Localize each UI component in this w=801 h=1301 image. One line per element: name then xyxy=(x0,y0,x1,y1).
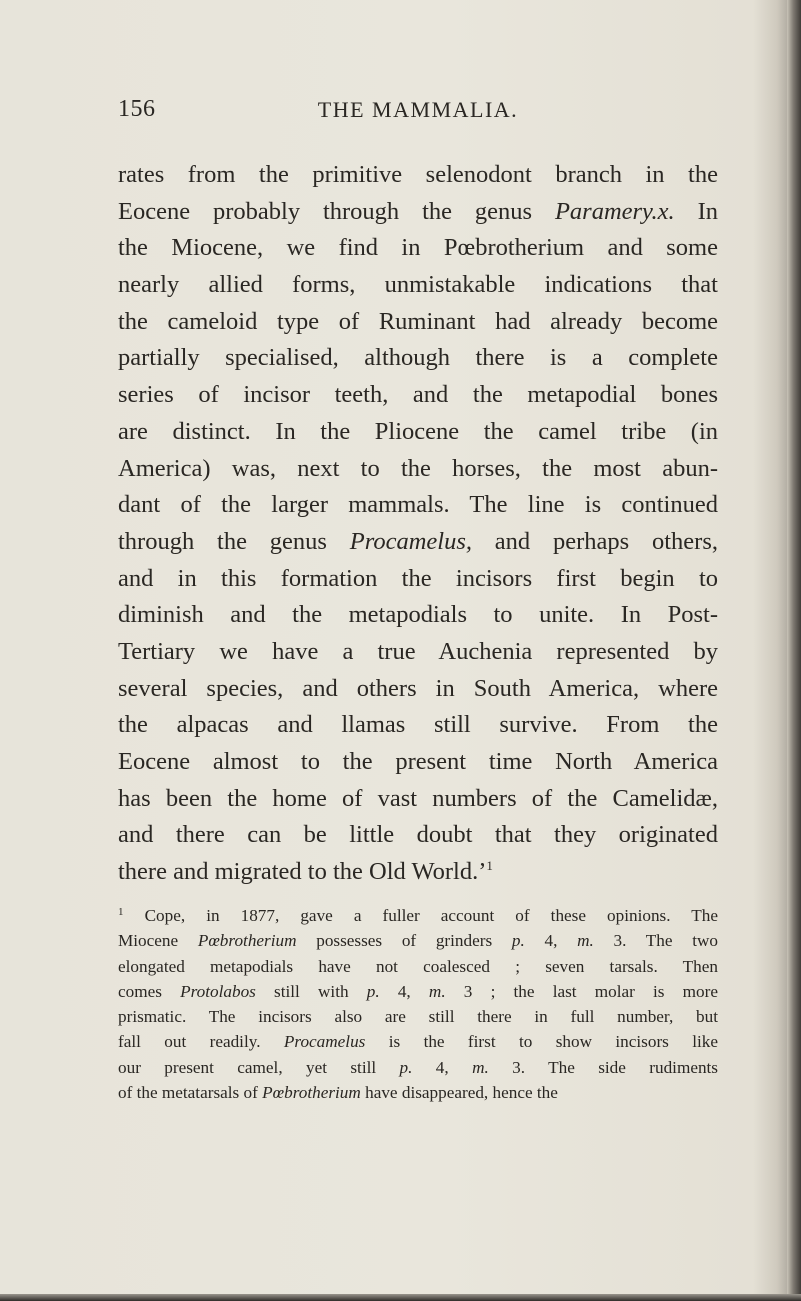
text-run: 3. The side rudiments xyxy=(488,1057,718,1077)
body-text-line xyxy=(118,781,718,818)
text-run: of the metatarsals of xyxy=(118,1083,263,1103)
italic-text: p. xyxy=(366,981,380,1001)
body-text-line xyxy=(118,487,718,524)
body-text-line xyxy=(118,817,718,854)
body-text-line xyxy=(118,304,718,341)
page-header xyxy=(118,96,718,136)
page-edge-shadow xyxy=(787,0,801,1301)
body-text-line xyxy=(118,744,718,781)
text-run: 4, xyxy=(379,981,429,1001)
text-run: In xyxy=(674,197,718,225)
body-text-line xyxy=(118,414,718,451)
text-run: the Miocene, we find in Pœbrotherium and some xyxy=(118,234,718,262)
footnote-reference: 1 xyxy=(486,858,493,874)
footnote-line xyxy=(118,979,718,1004)
text-run: 3 ; the last molar is more xyxy=(445,981,718,1001)
body-text-line xyxy=(118,451,718,488)
text-run: 4, xyxy=(412,1057,473,1077)
text-run: the cameloid type of Ruminant had already become xyxy=(118,307,718,335)
footnote xyxy=(118,903,718,1105)
text-run: series of incisor teeth, and the metapodial bones xyxy=(118,381,718,409)
running-head: THE MAMMALIA. xyxy=(317,97,519,122)
italic-text: Pœbrotherium xyxy=(197,931,297,951)
italic-text: Pœbrotherium xyxy=(262,1083,361,1103)
italic-text: p. xyxy=(399,1057,413,1077)
text-run: through the genus xyxy=(118,527,350,555)
text-run: rates from the primitive selenodont branch in the xyxy=(118,161,718,188)
text-run: are distinct. In the Pliocene the camel tribe (in xyxy=(118,417,718,445)
footnote-line xyxy=(118,903,718,928)
body-text-line xyxy=(118,634,718,671)
text-run: and there can be little doubt that they originated xyxy=(118,821,718,849)
text-run: partially specialised, although there is a complete xyxy=(118,344,718,372)
body-text-line xyxy=(118,377,718,414)
text-run: Eocene probably through the genus xyxy=(118,197,555,225)
text-run: comes xyxy=(118,981,181,1001)
text-run: still with xyxy=(255,981,367,1001)
body-text-line xyxy=(118,157,718,194)
page-bottom-shadow xyxy=(0,1294,801,1301)
footnote-line xyxy=(118,1080,718,1105)
page-number: 156 xyxy=(118,96,156,122)
body-text-line xyxy=(118,561,718,598)
text-run: 3. The two xyxy=(593,931,718,951)
footnote-line xyxy=(118,954,718,979)
text-run: dant of the larger mammals. The line is continued xyxy=(118,491,718,519)
italic-text: m. xyxy=(577,931,594,951)
italic-text: m. xyxy=(428,981,446,1001)
body-text-line xyxy=(118,707,718,744)
italic-text: Procamelus xyxy=(283,1032,366,1052)
text-run: fall out readily. xyxy=(118,1032,284,1052)
footnote-line xyxy=(118,1029,718,1054)
text-run: possesses of grinders xyxy=(296,931,512,951)
italic-text: Procamelus, xyxy=(349,527,472,555)
text-run: have disappeared, hence the xyxy=(360,1083,558,1103)
body-text-line xyxy=(118,230,718,267)
text-run: Cope, in 1877, gave a fuller account of these opinions. The xyxy=(144,906,719,925)
text-run: the alpacas and llamas still survive. From the xyxy=(118,711,718,739)
main-text xyxy=(118,157,718,891)
body-text-line xyxy=(118,267,718,304)
italic-text: p. xyxy=(511,931,525,951)
text-run: and in this formation the incisors first begin to xyxy=(118,564,718,592)
footnote-marker: 1 xyxy=(118,906,124,918)
text-run: there and migrated to the Old World.’ xyxy=(118,858,487,886)
body-text-line xyxy=(118,671,718,708)
italic-text: m. xyxy=(472,1057,489,1077)
text-run: nearly allied forms, unmistakable indications that xyxy=(118,271,718,299)
text-run: and perhaps others, xyxy=(472,527,718,555)
italic-text: Paramery.x. xyxy=(554,197,675,225)
text-run: prismatic. The incisors also are still there in full number, but xyxy=(118,1007,718,1027)
text-run: 4, xyxy=(524,931,578,951)
body-text-line xyxy=(118,194,718,231)
footnote-line xyxy=(118,928,718,953)
text-run: several species, and others in South America, where xyxy=(118,674,718,702)
text-run: Tertiary we have a true Auchenia represented by xyxy=(118,637,718,665)
footnote-line xyxy=(118,1055,718,1080)
text-run: America) was, next to the horses, the most abun- xyxy=(118,454,718,482)
footnote-line xyxy=(118,1004,718,1029)
text-run: Eocene almost to the present time North America xyxy=(118,748,718,775)
text-run: our present camel, yet still xyxy=(118,1057,400,1077)
body-text-line xyxy=(118,340,718,377)
text-run: is the first to show incisors like xyxy=(365,1032,719,1052)
body-text-line xyxy=(118,597,718,634)
text-run: Miocene xyxy=(118,931,198,951)
text-run: has been the home of vast numbers of the Camelidæ, xyxy=(118,784,718,812)
text-run: diminish and the metapodials to unite. In Post- xyxy=(118,601,718,629)
body-text-line xyxy=(118,524,718,561)
text-run: elongated metapodials have not coalesced ; seven tarsals. Then xyxy=(118,956,718,976)
italic-text: Protolabos xyxy=(180,981,256,1001)
body-text-line xyxy=(118,854,718,891)
